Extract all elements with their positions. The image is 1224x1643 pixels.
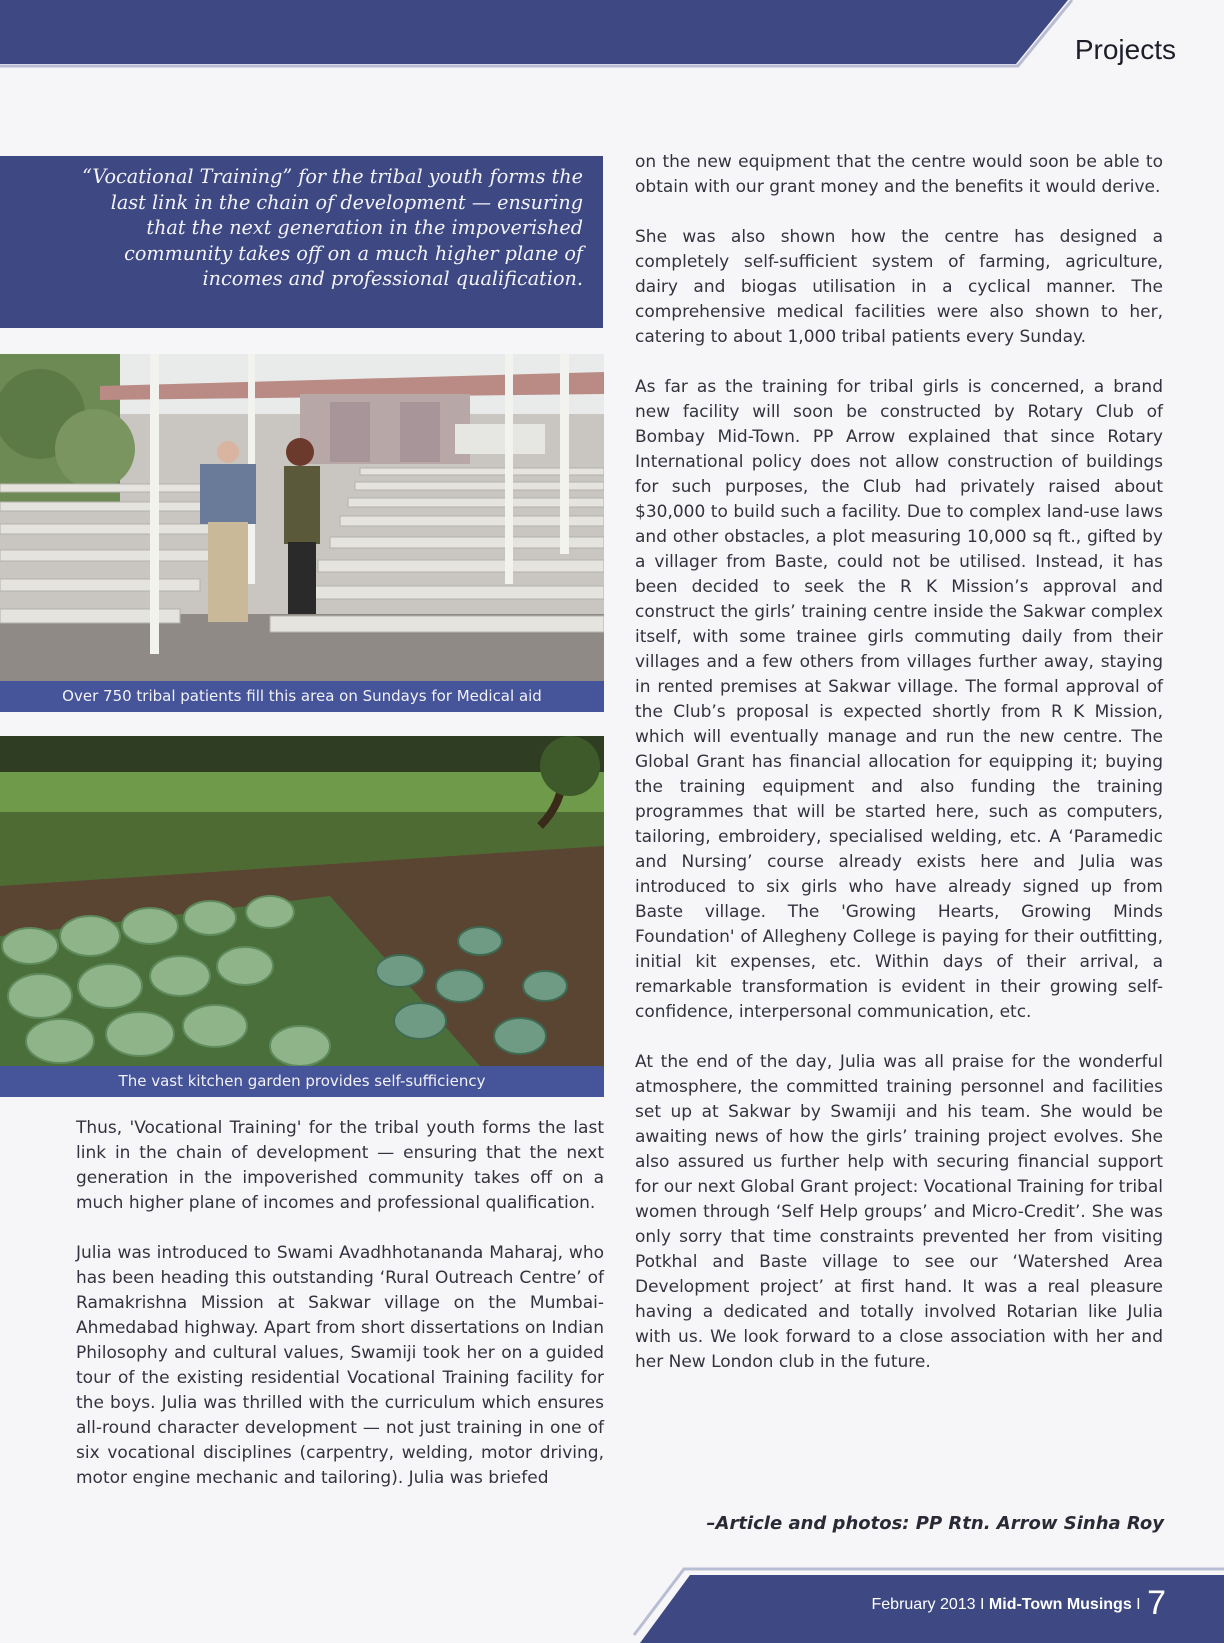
article-paragraph: Julia was introduced to Swami Avadhhotananda Maharaj, who has been heading this outstanding ‘Rural Outreach Centre’ of Ramakrishna Mission at Sakwar village on the Mumbai-Ahmedabad highway. Apart from short dissertations on Indian Philosophy and cultural values, Swamiji took her on a guided tour of the existing residential Vocational Training facility for the boys. Julia was thrilled with the curriculum which ensures all-round character development — not just training in one of six vocational disciplines (carpentry, welding, motor driving, motor engine mechanic and tailoring). Julia was briefed (76, 1243, 604, 1488)
pull-quote-line: “Vocational Training” for the tribal youth forms the (82, 165, 583, 188)
article-paragraph: on the new equipment that the centre would soon be able to obtain with our grant money and the benefits it would derive. (635, 152, 1163, 197)
medical-area-photo (0, 354, 604, 681)
section-title: Projects (1074, 34, 1176, 65)
article-column-right (635, 150, 1163, 1400)
pull-quote (0, 156, 603, 328)
pull-quote-line: that the next generation in the impoverished (146, 216, 583, 239)
article-paragraph: As far as the training for tribal girls is concerned, a brand new facility will soon be constructed by Rotary Club of Bombay Mid-Town. PP Arrow explained that since Rotary International policy does not allow construction of buildings for such purposes, the Club had privately raised about $30,000 to build such a facility. Due to complex land-use laws and other obstacles, a plot measuring 10,000 sq ft., gifted by a villager from Baste, could not be utilised. Instead, it has been decided to seek the R K Mission’s approval and construct the girls’ training centre inside the Sakwar complex itself, with some trainee girls commuting daily from their villages and a few others from villages further away, staying in rented premises at Sakwar village. The formal approval of the Club’s proposal is expected shortly from R K Mission, which will eventually manage and run the new centre. The Global Grant has financial allocation for equipping it; buying the training equipment and also funding the training programmes that will be started here, such as computers, tailoring, embroidery, specialised welding, etc. A ‘Paramedic and Nursing’ course already exists here and Julia was introduced to six girls who have already signed up from Baste village. The 'Growing Hearts, Growing Minds Foundation' of Allegheny College is paying for their outfitting, initial kit expenses, etc. Within days of their arrival, a remarkable transformation is evident in their growing self-confidence, interpersonal communication, etc. (635, 377, 1163, 1022)
footer-separator: I (980, 1596, 985, 1613)
article-paragraph: At the end of the day, Julia was all praise for the wonderful atmosphere, the committed training personnel and facilities set up at Sakwar by Swamiji and his team. She would be awaiting news of how the girls’ training project evolves. She also assured us further help with securing financial support for our next Global Grant project: Vocational Training for tribal women through ‘Self Help groups’ and Micro-Credit’. She was only sorry that time constraints prevented her from visiting Potkhal and Baste village to see our ‘Watershed Area Development project’ at first hand. It was a real pleasure having a dedicated and totally involved Rotarian like Julia with us. We look forward to a close association with her and her New London club in the future. (635, 1052, 1163, 1372)
top-banner (0, 0, 1224, 72)
page-footer (872, 1584, 1167, 1623)
pull-quote-line: last link in the chain of development — ensuring (110, 190, 583, 214)
magazine-name: Mid-Town Musings (988, 1596, 1132, 1613)
photo-caption: The vast kitchen garden provides self-sufficiency (0, 1066, 604, 1097)
photo-caption: Over 750 tribal patients fill this area on Sundays for Medical aid (0, 681, 604, 712)
article-paragraph: Thus, 'Vocational Training' for the tribal youth forms the last link in the chain of development — ensuring that the next generation in the impoverished community takes off on a much higher plane of incomes and professional qualification. (76, 1118, 604, 1213)
article-credit: –Article and photos: PP Rtn. Arrow Sinha Roy (706, 1513, 1164, 1534)
pull-quote-line: incomes and professional qualification. (202, 267, 583, 290)
footer-separator: I (1136, 1596, 1141, 1613)
article-paragraph: She was also shown how the centre has designed a completely self-sufficient system of farming, agriculture, dairy and biogas utilisation in a cyclical manner. The comprehensive medical facilities were also shown to her, catering to about 1,000 tribal patients every Sunday. (635, 227, 1163, 347)
kitchen-garden-photo (0, 736, 604, 1066)
page-number: 7 (1147, 1584, 1166, 1622)
article-column-left (76, 1116, 604, 1516)
issue-date: February 2013 (871, 1596, 976, 1613)
pull-quote-line: community takes off on a much higher plane of (124, 241, 583, 265)
